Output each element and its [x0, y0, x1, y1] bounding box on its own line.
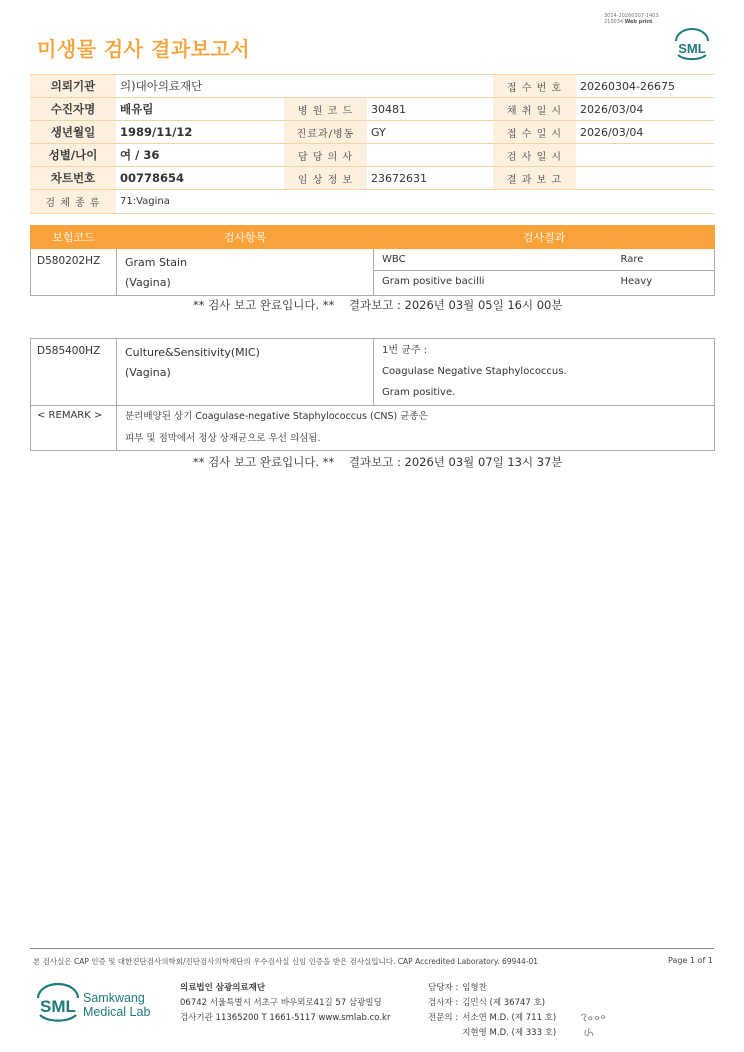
result1-done-text: ** 검사 보고 완료입니다. **: [193, 298, 335, 312]
staff-tester: 김민식 (제 36747 호): [462, 998, 546, 1008]
result2-organism: Coagulase Negative Staphylococcus.: [382, 366, 567, 377]
footer-accreditation-note: 본 검사실은 CAP 인증 및 대한진단검사의학회/진단검사의학재단의 우수검사실 신임 인증을 받은 검사실입니다. CAP Accredited Laboratory. 69944-01: [33, 957, 539, 966]
receive-date-value: 2026/03/04: [576, 121, 714, 144]
table-row: [31, 249, 715, 296]
result2-item-name: Culture&Sensitivity(MIC): [125, 346, 260, 359]
name-label: 수진자명: [30, 98, 116, 121]
result2-code: D585400HZ: [31, 339, 117, 406]
corp-info: [180, 981, 390, 1026]
result2-item-specimen: (Vagina): [125, 366, 171, 379]
sex-age-label: 성별/나이: [30, 144, 116, 167]
result1-row-value: Rare: [620, 254, 644, 265]
print-info: [604, 13, 659, 25]
clinical-value: 23672631: [367, 167, 493, 190]
sml-logo-top: [672, 27, 712, 65]
result1-code: D580202HZ: [31, 249, 117, 296]
result1-values: [374, 249, 715, 296]
print-info-line2: 210034: [604, 19, 624, 25]
result2-strain-label: 1번 균주 :: [382, 345, 428, 356]
results-header-row: [31, 226, 715, 249]
collect-date-value: 2026/03/04: [576, 98, 714, 121]
info-row: [30, 167, 714, 190]
info-row: [30, 98, 714, 121]
table-row: [31, 406, 715, 451]
header-insurance-code: 보험코드: [31, 226, 117, 249]
result2-done-text: ** 검사 보고 완료입니다. **: [193, 455, 335, 469]
dept-label: 진료과/병동: [284, 121, 367, 144]
footer-divider: [30, 948, 714, 949]
result2-values: [374, 339, 715, 406]
sex-age-value: 여 / 36: [116, 144, 284, 167]
page-number: Page 1 of 1: [668, 956, 713, 965]
header-test-item: 검사항목: [117, 226, 374, 249]
chart-no-label: 차트번호: [30, 167, 116, 190]
result1-row-gpb: [374, 270, 714, 292]
doctor-label: 담 당 의 사: [284, 144, 367, 167]
remark-line1: 분리배양된 상기 Coagulase-negative Staphylococcus (CNS) 균종은: [125, 411, 428, 422]
remark-line2: 피부 및 점막에서 정상 상재균으로 우선 의심됨.: [125, 433, 321, 444]
specimen-label: 검 체 종 류: [30, 190, 116, 214]
patient-info-table: [30, 74, 714, 214]
print-info-web: Web print: [624, 19, 653, 25]
test-date-value: [576, 144, 714, 167]
staff-specialist-1: 서소연 M.D. (제 711 호): [462, 1013, 557, 1023]
staff-label-manager: 담당자 :: [428, 983, 459, 993]
result1-item: [117, 249, 374, 296]
remark-text: [117, 406, 715, 451]
result1-row-name: Gram positive bacilli: [382, 276, 485, 287]
receive-date-label: 접 수 일 시: [493, 121, 576, 144]
staff-label-specialist: 전문의 :: [428, 1013, 459, 1023]
chart-no-value: 00778654: [116, 167, 284, 190]
samkwang-logo: [35, 980, 165, 1032]
name-value: 배유림: [116, 98, 284, 121]
result2-gram: Gram positive.: [382, 387, 456, 398]
requester-label: 의뢰기관: [30, 75, 116, 98]
info-row: [30, 121, 714, 144]
birth-value: 1989/11/12: [116, 121, 284, 144]
header-test-result: 검사결과: [374, 226, 715, 249]
staff-info: [428, 981, 556, 1041]
result-table-culture: [30, 338, 715, 451]
hospital-code-value: 30481: [367, 98, 493, 121]
result1-row-name: WBC: [382, 254, 406, 265]
requester-value: 의)대아의료재단: [116, 75, 493, 98]
handwritten-signatures: [578, 1010, 618, 1044]
reception-no-label: 접 수 번 호: [493, 75, 576, 98]
staff-manager: 임형찬: [462, 983, 487, 993]
result1-row-value: Heavy: [620, 276, 653, 287]
table-row: [31, 339, 715, 406]
info-row: [30, 75, 714, 98]
report-title: 미생물 검사 결과보고서: [37, 37, 251, 61]
samkwang-logo-name2: Medical Lab: [83, 1005, 151, 1019]
info-row: [30, 190, 714, 214]
result1-item-specimen: (Vagina): [125, 276, 171, 289]
doctor-value: [367, 144, 493, 167]
result-table-gram-stain: [30, 225, 715, 296]
result1-completion: [193, 297, 562, 313]
specimen-value: 71:Vagina: [116, 190, 714, 214]
sml-logo-top-text: SML: [678, 41, 706, 56]
clinical-label: 임 상 정 보: [284, 167, 367, 190]
staff-label-tester: 검사자 :: [428, 998, 459, 1008]
result1-row-wbc: [374, 249, 714, 270]
test-date-label: 검 사 일 시: [493, 144, 576, 167]
report-value: [576, 167, 714, 190]
result1-item-name: Gram Stain: [125, 256, 188, 269]
corp-contact: 검사기관 11365200 T 1661-5117 www.smlab.co.kr: [180, 1013, 391, 1023]
samkwang-logo-name1: Samkwang: [83, 991, 145, 1005]
birth-label: 생년월일: [30, 121, 116, 144]
result2-report-time: 결과보고 : 2026년 03월 07일 13시 37분: [348, 455, 563, 469]
dept-value: GY: [367, 121, 493, 144]
collect-date-label: 채 취 일 시: [493, 98, 576, 121]
report-label: 결 과 보 고: [493, 167, 576, 190]
corp-address: 06742 서울특별시 서초구 바우뫼로41길 57 삼광빌딩: [180, 998, 382, 1008]
hospital-code-label: 병 원 코 드: [284, 98, 367, 121]
corp-name: 의료법인 삼광의료재단: [180, 983, 266, 993]
print-info-line1: 3014-20260307-1403: [604, 13, 659, 19]
result1-report-time: 결과보고 : 2026년 03월 05일 16시 00분: [348, 298, 563, 312]
reception-no-value: 20260304-26675: [576, 75, 714, 98]
result2-item: [117, 339, 374, 406]
remark-label: < REMARK >: [31, 406, 117, 451]
result2-completion: [193, 454, 562, 470]
info-row: [30, 144, 714, 167]
staff-specialist-2: 지현영 M.D. (제 333 호): [462, 1028, 557, 1038]
samkwang-logo-mark: SML: [40, 997, 76, 1016]
